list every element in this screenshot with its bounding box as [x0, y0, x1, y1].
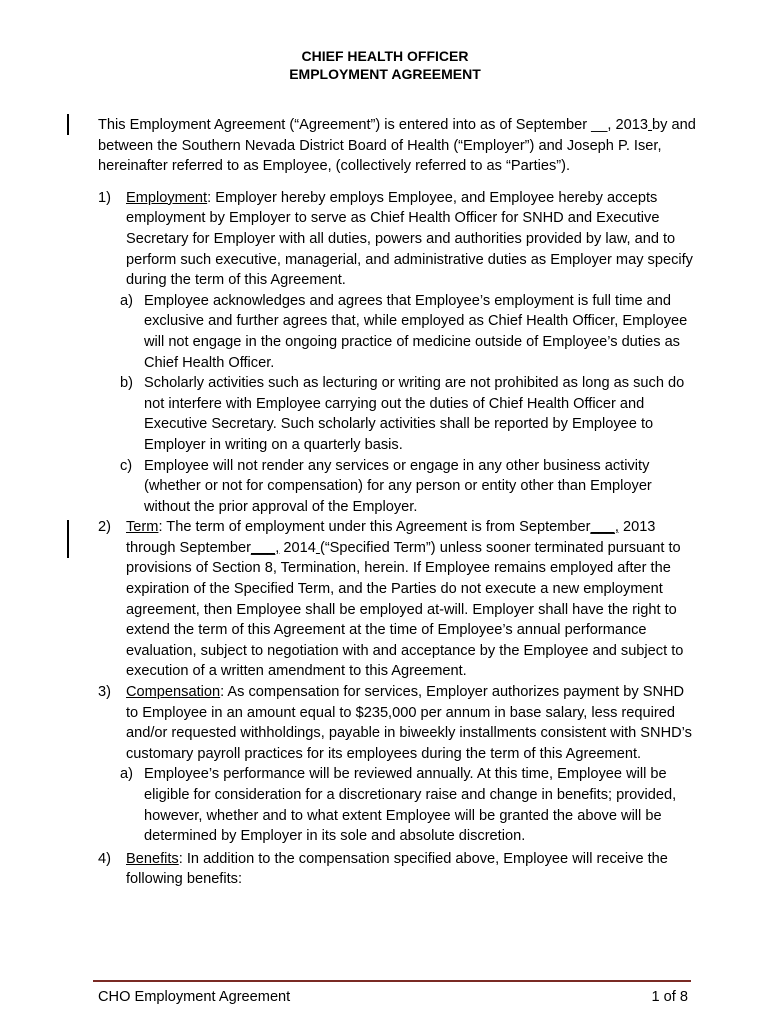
section-compensation — [98, 682, 698, 764]
section-number: 3) — [98, 684, 111, 701]
footer-rule — [93, 980, 691, 982]
section-term: 2) Term: The term of employment under this Agreement is from September___, 2013 through September___, 2014 (“Specified Term”) unless sooner terminated pursuant to provisions of Section 8, Termination, herein. If Employee remains employed after the expiration of the Specified Term, and the Parties do not execute a new employment agreement, then Employee shall be employed at-will. Employer shall have the right to extend the term of this Agreement at the time of Employee’s annual performance evaluation, subject to negotiation with and acceptance by the Employee and subject to execution of a written amendment to this Agreement. — [98, 519, 684, 680]
title-line-1: CHIEF HEALTH OFFICER — [301, 48, 469, 64]
document-title — [0, 47, 770, 83]
section-benefits — [98, 849, 698, 890]
page-number: 1 of 8 — [651, 989, 688, 1005]
section-heading: Term — [126, 519, 159, 536]
footer-document-name: CHO Employment Agreement — [98, 989, 291, 1005]
section-number: 4) — [98, 850, 111, 867]
section-heading: Compensation — [126, 684, 221, 701]
section-number: 2) — [98, 519, 111, 536]
revision-bar — [67, 520, 69, 558]
section-number: 1) — [98, 189, 111, 206]
date-blank: ___, — [590, 519, 619, 536]
subsection-3a: a) Employee’s performance will be reviewed annually. At this time, Employee will be eligible for consideration for a discretionary raise and change in benefits; provided, however, whether and to what extent Employee will be granted the above will be determined by Employer in its sole and absolute discretion. — [120, 766, 677, 845]
section-text: : In addition to the compensation specified above, Employee will receive the following benefits: — [126, 850, 668, 888]
subsection-1a: a) Employee acknowledges and agrees that Employee’s employment is full time and exclusive and further agrees that, while employed as Chief Health Officer, Employee will not engage in the ongoing practice of medicine outside of Employee’s duties as Chief Health Officer. — [120, 292, 688, 371]
revision-bar — [67, 114, 69, 135]
subsection-1c: c) Employee will not render any services or engage in any other business activity (whether or not for compensation) for any person or entity other than Employer without the prior approval of the Employer. — [120, 457, 652, 515]
document-body — [98, 115, 698, 890]
subsection-1b: b) Scholarly activities such as lecturing or writing are not prohibited as long as such do not interfere with Employee carrying out the duties of Chief Health Officer and Executive Secretary. Such scholarly activities shall be reported by Employee to Employer in writing on a quarterly basis. — [120, 375, 685, 453]
section-employment — [98, 188, 698, 291]
intro-paragraph: This Employment Agreement (“Agreement”) is entered into as of September __, 2013 by and between the Southern Nevada District Board of Health (“Employer”) and Joseph P. Iser, hereinafter referred to as Employee, (collectively referred to as “Parties”). — [98, 117, 696, 175]
title-line-2: EMPLOYMENT AGREEMENT — [289, 66, 481, 82]
section-text: : Employer hereby employs Employee, and Employee hereby accepts employment by Employer to serve as Chief Health Officer for SNHD and Executive Secretary for Employer with all duties, powers and authorities provided by law, and to perform such executive, managerial, and administrative duties as Employer may specify during the term of this Agreement. — [126, 189, 693, 289]
section-text: : As compensation for services, Employer authorizes payment by SNHD to Employee in an amount equal to $235,000 per annum in base salary, less required and/or requested withholdings, payable in biweekly installments consistent with SNHD’s customary payroll practices for its employees during the term of this Agreement. — [126, 684, 692, 762]
section-heading: Employment — [126, 189, 208, 206]
date-blank: ___, — [250, 539, 280, 556]
section-heading: Benefits — [126, 850, 179, 867]
